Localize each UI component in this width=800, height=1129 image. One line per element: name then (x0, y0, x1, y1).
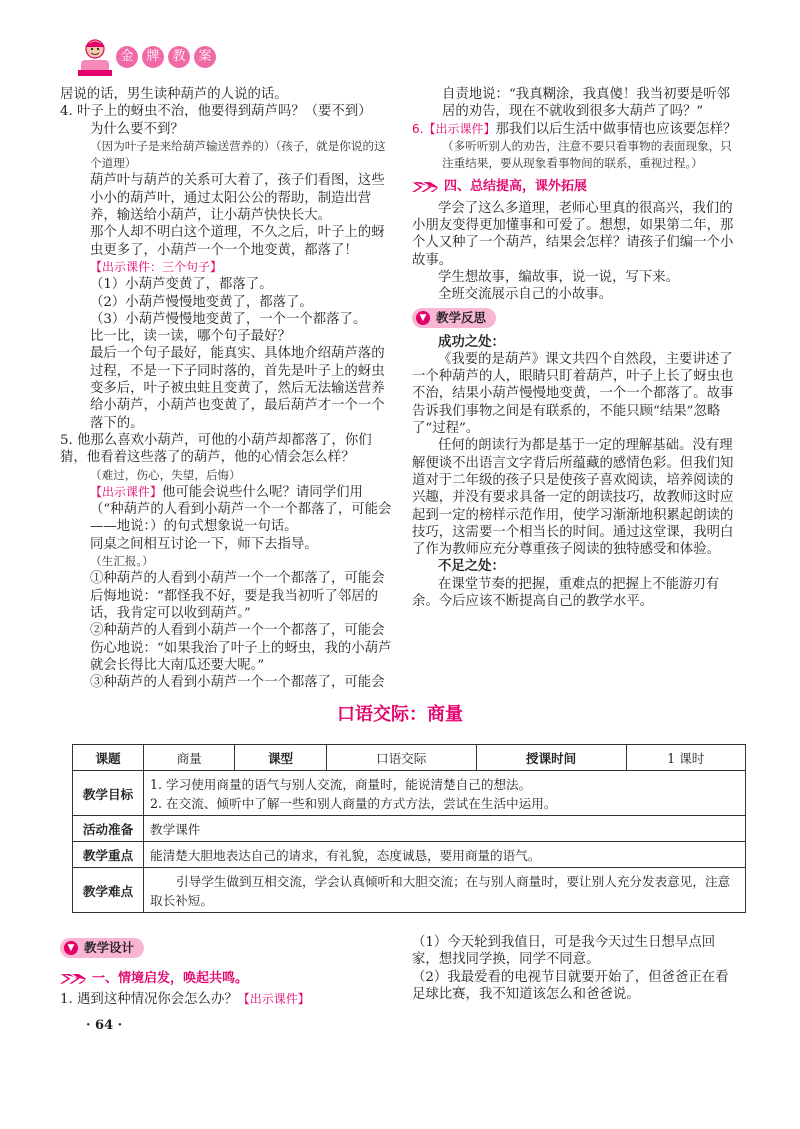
paragraph: ②种葫芦的人看到小葫芦一个一个都落了，可能会伤心地说：“如果我治了叶子上的蚜虫，我的小葫芦就会长得比大南瓜还要大呢。” (90, 623, 392, 673)
right-column (412, 86, 738, 610)
subheading: 成功之处： (438, 334, 505, 350)
table-cell: 能清楚大胆地表达自己的请求，有礼貌，态度诚恳，要用商量的语气。 (144, 842, 746, 868)
sentence: （2）小葫芦慢慢地变黄了，都落了。 (90, 294, 313, 310)
subheading: 不足之处： (438, 559, 505, 575)
reflection-banner (412, 308, 496, 328)
paragraph: ①种葫芦的人看到小葫芦一个一个都落了，可能会后悔地说：“都怪我不好，要是我当初听了邻居的话，我肯定可以收到葫芦。” (90, 571, 385, 621)
table-row (73, 842, 746, 868)
section-heading (412, 178, 738, 195)
table-header-cell: 课型 (235, 745, 326, 771)
paragraph: 比一比，读一读，哪个句子最好？ (90, 329, 291, 345)
section-title: 口语交际：商量 (337, 704, 463, 725)
paragraph: 在课堂节奏的把握，重难点的把握上不能游刃有余。今后应该不断提高自己的教学水平。 (412, 576, 720, 610)
paragraph: 自责地说：“我真糊涂，我真傻！我当初要是听邻居的劝告，现在不就收到很多大葫芦了吗？” (442, 87, 731, 120)
section-heading-text: 一、情境启发，唤起共鸣。 (92, 971, 249, 986)
goal-item: 1. 学习使用商量的语气与别人交流，商量时，能说清楚自己的想法。 (150, 777, 532, 792)
table-cell: 口语交际 (326, 745, 476, 771)
table-cell (144, 771, 746, 816)
section-heading-text: 四、总结提高，课外拓展 (444, 179, 588, 195)
table-row (73, 868, 746, 913)
table-cell: 商量 (144, 745, 235, 771)
table-header-cell: 教学重点 (73, 842, 144, 868)
bottom-right-column (412, 934, 738, 1003)
table-header-cell: 教学目标 (73, 771, 144, 816)
paragraph: 《我要的是葫芦》课文共四个自然段，主要讲述了一个种葫芦的人，眼睛只盯着葫芦，叶子上长了蚜虫也不治，结果小葫芦慢慢地变黄，一个一个都落了。故事告诉我们事物之间是有联系的，不能只顾“结果”忽略了“过程”。 (412, 351, 734, 437)
table-row (73, 816, 746, 842)
note: （难过，伤心，失望，后悔） (90, 467, 241, 482)
sentence: （1）小葫芦变黄了，都落了。 (90, 277, 273, 293)
table-row (73, 771, 746, 816)
goal-item: 2. 在交流、倾听中了解一些和别人商量的方式方法，尝试在生活中运用。 (150, 796, 557, 811)
brand-char: 案 (194, 46, 216, 68)
brand-char: 金 (116, 46, 138, 68)
lesson-plan-table (72, 744, 746, 913)
note: （多听听别人的劝告，注意不要只看事物的表面现象，只注重结果，要从现象看事物间的联系，重视过程。） (442, 138, 732, 171)
table-header-cell: 课题 (73, 745, 144, 771)
left-column (60, 86, 394, 691)
scenario: （1）今天轮到我值日，可是我今天过生日想早点回家，想找同学换，同学不同意。 (412, 935, 716, 968)
brand-char: 教 (168, 46, 190, 68)
note: （因为叶子是来给葫芦输送营养的）（孩子，就是你说的这个道理） (90, 138, 386, 171)
paragraph: 同桌之间相互讨论一下，师下去指导。 (90, 536, 318, 552)
paragraph: 为什么要不到？ (90, 121, 184, 137)
table-header-cell: 授课时间 (476, 745, 626, 771)
paragraph: 全班交流展示自己的小故事。 (438, 287, 613, 303)
paragraph: 最后一个句子最好，能真实、具体地介绍葫芦落的过程，不是一下子同时落的，首先是叶子上的蚜虫变多后，叶子被虫蛀且变黄了，然后无法输送营养给小葫芦，小葫芦也变黄了，最后葫芦才一个一个落下的。 (90, 346, 385, 431)
table-header-cell: 教学难点 (73, 868, 144, 913)
table-cell: 引导学生做到互相交流，学会认真倾听和大胆交流；在与别人商量时，要让别人充分发表意见，注意取长补短。 (144, 868, 746, 913)
banner-title: 教学反思 (436, 309, 487, 325)
courseware-tag: 6.【出示课件】 (412, 121, 496, 136)
question: 1. 遇到这种情况你会怎么办？ (60, 992, 238, 1008)
teacher-mascot-icon (76, 36, 114, 78)
courseware-tag: 【出示课件】 (90, 484, 163, 499)
question: 4. 叶子上的蚜虫不治，他要得到葫芦吗？（要不到） (60, 104, 372, 120)
chevron-down-icon: ▼ (64, 941, 78, 955)
paragraph: 居说的话，男生读种葫芦的人说的话。 (60, 87, 288, 102)
chevron-down-icon: ▼ (416, 311, 430, 325)
sentence: （3）小葫芦慢慢地变黄了，一个一个都落了。 (90, 311, 367, 327)
page-number: · 64 · (86, 1018, 123, 1033)
paragraph: 那个人却不明白这个道理，不久之后，叶子上的蚜虫更多了，小葫芦一个一个地变黄，都落了！ (90, 225, 385, 258)
paragraph: 那我们以后生活中做事情也应该要怎样？ (495, 121, 737, 137)
paragraph: ③种葫芦的人看到小葫芦一个一个都落了，可能会 (90, 675, 385, 691)
triple-arrow-icon (60, 974, 86, 984)
courseware-tag: 【出示课件】 (237, 992, 310, 1007)
brand-title (116, 46, 216, 68)
bottom-left-column (60, 934, 394, 1009)
paragraph: 他可能会说些什么呢？请同学们用（“种葫芦的人看到小葫芦一个一个都落了，可能会——地说：）的句式想象说一句话。 (90, 484, 392, 535)
section-heading (60, 970, 394, 987)
paragraph: 学会了这么多道理，老师心里真的很高兴，我们的小朋友变得更加懂事和可爱了。想想，如果第二年，那个人又种了一个葫芦，结果会怎样？请孩子们编一个小故事。 (412, 200, 734, 268)
question: 5. 他那么喜欢小葫芦，可他的小葫芦却都落了，你们猜，他看着这些落了的葫芦，他的心情会怎么样？ (60, 432, 372, 466)
paragraph: 学生想故事，编故事，说一说，写下来。 (438, 269, 680, 285)
table-header-cell: 活动准备 (73, 816, 144, 842)
scenario: （2）我最爱看的电视节目就要开始了，但爸爸正在看足球比赛，我不知道该怎么和爸爸说。 (412, 969, 729, 1002)
note: （生汇报。） (90, 554, 154, 569)
design-banner (60, 938, 144, 958)
table-row (73, 745, 746, 771)
banner-title: 教学设计 (84, 940, 135, 956)
courseware-tag: 【出示课件：三个句子】 (90, 259, 223, 274)
triple-arrow-icon (412, 182, 438, 192)
paragraph: 葫芦叶与葫芦的关系可大着了，孩子们看图，这些小小的葫芦叶，通过太阳公公的帮助，制造出营养，输送给小葫芦，让小葫芦快快长大。 (90, 173, 385, 224)
table-cell: 教学课件 (144, 816, 746, 842)
paragraph: 任何的朗读行为都是基于一定的理解基础。没有理解便谈不出语言文字背后所蕴藏的感情色彩。但我们知道对于二年级的孩子只是使孩子喜欢阅读，培养阅读的兴趣，并没有要求具备一定的朗读技巧，故教师这时应起到一定的榜样示范作用，使学习渐渐地积累起朗读的技巧，这需要一个相当长的时间。通过这堂课，我明白了作为教师应充分尊重孩子阅读的独特感受和体验。 (412, 438, 734, 558)
brand-char: 牌 (142, 46, 164, 68)
table-cell: 1 课时 (626, 745, 745, 771)
